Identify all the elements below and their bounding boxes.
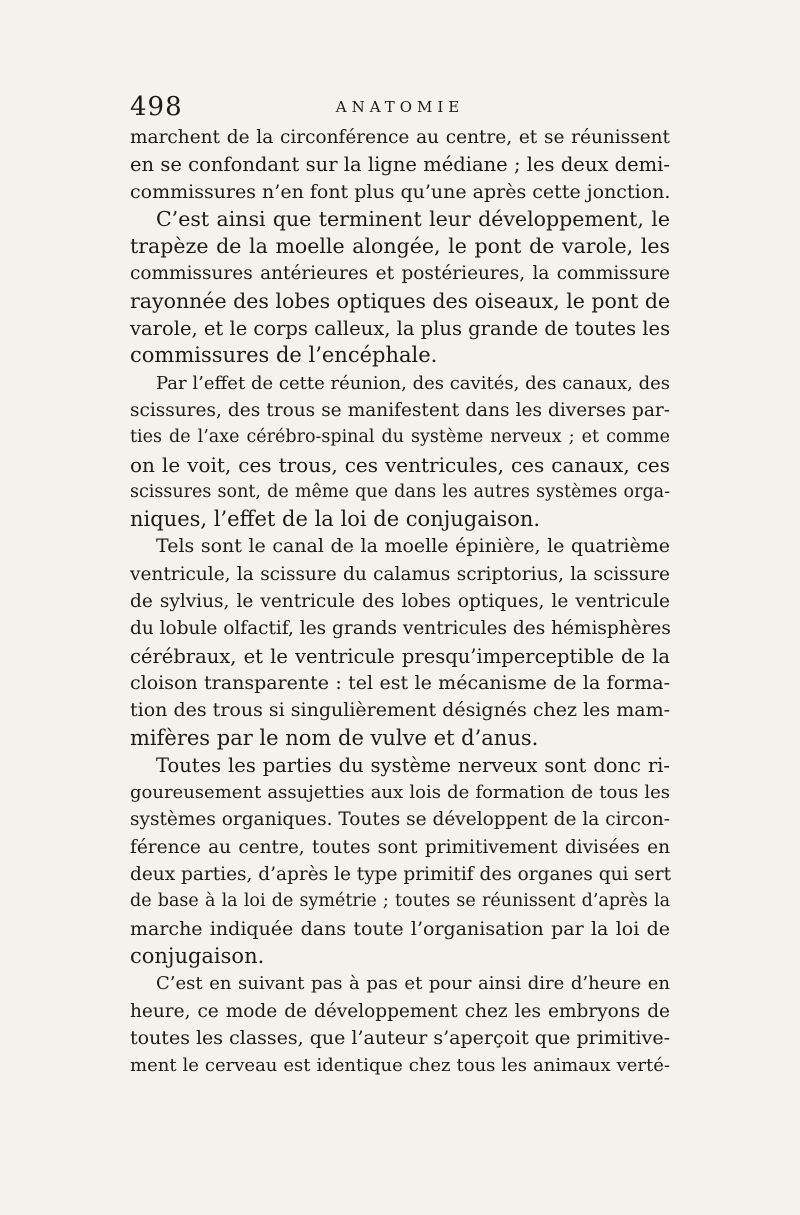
- text-line: goureusement assujetties aux lois de formation de tous les: [130, 782, 670, 804]
- text-line: deux parties, d’après le type primitif des organes qui sert: [130, 864, 672, 886]
- text-line: commissures de l’encéphale.: [130, 343, 438, 368]
- page-number: 498: [130, 92, 183, 122]
- body-text: [130, 124, 670, 1079]
- text-line: ventricule, la scissure du calamus scriptorius, la scissure: [130, 563, 670, 585]
- text-line: mifères par le nom de vulve et d’anus.: [130, 725, 539, 750]
- text-line: niques, l’effet de la loi de conjugaison.: [130, 507, 541, 532]
- text-line: commissures antérieures et postérieures, la commissure: [130, 263, 670, 285]
- text-line: férence au centre, toutes sont primitivement divisées en: [130, 836, 670, 858]
- text-line: systèmes organiques. Toutes se développent de la circon-: [130, 809, 670, 831]
- text-line: de sylvius, le ventricule des lobes optiques, le ventricule: [130, 591, 670, 613]
- text-line: C’est en suivant pas à pas et pour ainsi dire d’heure en: [156, 973, 670, 995]
- text-line: cérébraux, et le ventricule presqu’imperceptible de la: [130, 644, 670, 668]
- text-line: C’est ainsi que terminent leur développement, le: [156, 206, 670, 231]
- text-line: on le voit, ces trous, ces ventricules, ces canaux, ces: [130, 452, 670, 477]
- text-line: heure, ce mode de développement chez les embryons de: [130, 1000, 670, 1022]
- text-line: marchent de la circonférence au centre, et se réunissent: [130, 127, 670, 148]
- text-line: du lobule olfactif, les grands ventricules des hémisphères: [130, 618, 671, 640]
- text-line: varole, et le corps calleux, la plus grande de toutes les: [130, 317, 671, 341]
- text-line: Par l’effet de cette réunion, des cavités, des canaux, des: [156, 372, 670, 394]
- text-line: ment le cerveau est identique chez tous les animaux verté-: [130, 1055, 670, 1077]
- text-line: en se confondant sur la ligne médiane ; les deux demi-: [130, 153, 670, 177]
- page-header: [130, 92, 670, 122]
- text-line: commissures n’en font plus qu’une après cette jonction.: [130, 180, 671, 203]
- text-line: trapèze de la moelle alongée, le pont de varole, les: [130, 234, 670, 259]
- text-line: scissures, des trous se manifestent dans les diverses par-: [130, 399, 670, 421]
- text-line: cloison transparente : tel est le mécanisme de la forma-: [130, 671, 670, 694]
- running-head: ANATOMIE: [335, 98, 465, 116]
- text-line: scissures sont, de même que dans les autres systèmes orga-: [130, 481, 670, 502]
- text-line: conjugaison.: [130, 943, 265, 968]
- text-line: toutes les classes, que l’auteur s’aperçoit que primitive-: [130, 1026, 670, 1049]
- text-line: marche indiquée dans toute l’organisation par la loi de: [130, 917, 670, 940]
- text-line: de base à la loi de symétrie ; toutes se réunissent d’après la: [130, 891, 670, 912]
- text-line: Tels sont le canal de la moelle épinière, le quatrième: [156, 535, 670, 558]
- text-line: rayonnée des lobes optiques des oiseaux, le pont de: [130, 288, 671, 313]
- text-line: ties de l’axe cérébro-spinal du système nerveux ; et comme: [130, 427, 670, 448]
- text-line: tion des trous si singulièrement désignés chez les mam-: [130, 699, 670, 722]
- text-line: Toutes les parties du système nerveux sont donc ri-: [156, 753, 670, 777]
